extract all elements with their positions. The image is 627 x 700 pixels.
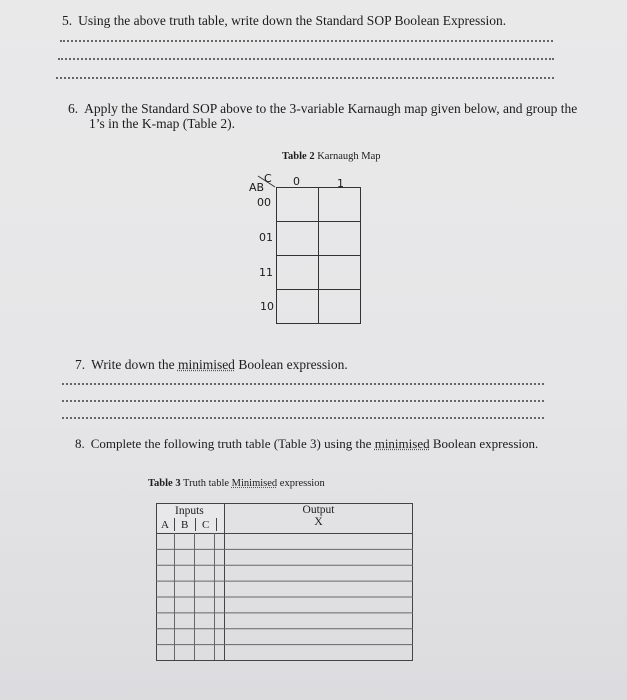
- kmap-row: [277, 256, 361, 290]
- kmap-row-variable: AB: [249, 181, 265, 194]
- kmap-row: [277, 222, 361, 256]
- question-7-number: 7.: [75, 357, 86, 372]
- answer-line-5c[interactable]: [56, 77, 554, 79]
- kmap-cell[interactable]: [319, 222, 361, 256]
- kmap-caption-text: Karnaugh Map: [314, 151, 381, 162]
- question-8-number: 8.: [75, 436, 85, 451]
- truth-table-caption: [148, 478, 325, 489]
- kmap-row: [277, 188, 361, 222]
- truth-table-inputs-label: Inputs: [175, 505, 204, 517]
- question-7-text-suffix: Boolean expression.: [234, 357, 348, 372]
- kmap-row-label-00: 00: [257, 196, 271, 209]
- question-5-number: 5.: [62, 13, 73, 28]
- question-8: [75, 436, 538, 452]
- question-7: [75, 357, 348, 373]
- question-8-underlined-word: minimised: [374, 436, 430, 451]
- kmap-row: [277, 290, 361, 324]
- kmap-cell[interactable]: [319, 290, 361, 324]
- truth-table-rows: [156, 533, 413, 660]
- question-7-text-prefix: Write down the: [91, 357, 178, 372]
- question-6-text-line1: Apply the Standard SOP above to the 3-variable Karnaugh map given below, and group the: [84, 101, 578, 116]
- truth-table-caption-suffix: expression: [277, 478, 325, 489]
- question-6-number: 6.: [68, 101, 79, 116]
- answer-line-5b[interactable]: [58, 58, 554, 60]
- truth-table-grid: [156, 503, 414, 663]
- truth-table-col-c: C: [202, 519, 210, 531]
- kmap-row-label-01: 01: [259, 231, 273, 244]
- truth-table-col-a: A: [161, 519, 169, 531]
- kmap-caption: [282, 151, 381, 162]
- kmap-cell[interactable]: [277, 222, 319, 256]
- kmap-row-label-10: 10: [260, 300, 274, 313]
- question-6-line2: [89, 116, 235, 132]
- kmap-cell[interactable]: [277, 188, 319, 222]
- question-6: [68, 101, 577, 117]
- kmap-col-label-1: 1: [337, 177, 344, 190]
- truth-table-output-col: X: [314, 516, 323, 528]
- kmap-caption-bold: Table 2: [282, 151, 315, 162]
- truth-table-caption-bold: Table 3: [148, 478, 181, 489]
- question-7-underlined-word: minimised: [177, 357, 235, 372]
- kmap-grid: [276, 187, 361, 324]
- truth-table-caption-underlined: Minimised: [231, 478, 278, 489]
- truth-table-caption-text: Truth table: [180, 478, 232, 489]
- kmap-cell[interactable]: [319, 188, 361, 222]
- kmap-col-label-0: 0: [293, 175, 300, 188]
- truth-table-output-label: Output: [302, 504, 335, 516]
- kmap-row-label-11: 11: [259, 266, 273, 279]
- kmap-cell[interactable]: [277, 290, 319, 324]
- question-5-text: Using the above truth table, write down the Standard SOP Boolean Expression.: [78, 13, 507, 28]
- question-8-text-prefix: Complete the following truth table (Table 3) using the: [90, 436, 375, 451]
- answer-line-7b[interactable]: [62, 400, 544, 402]
- kmap-col-variable: C: [264, 172, 272, 185]
- question-6-text-line2: 1’s in the K-map (Table 2).: [89, 116, 236, 131]
- answer-line-7c[interactable]: [62, 417, 544, 419]
- kmap-cell[interactable]: [319, 256, 361, 290]
- question-5: [62, 13, 506, 29]
- answer-line-7a[interactable]: [62, 383, 544, 385]
- truth-table-col-b: B: [181, 519, 189, 531]
- answer-line-5a[interactable]: [60, 40, 553, 42]
- question-8-text-suffix: Boolean expression.: [429, 436, 539, 451]
- kmap-cell[interactable]: [277, 256, 319, 290]
